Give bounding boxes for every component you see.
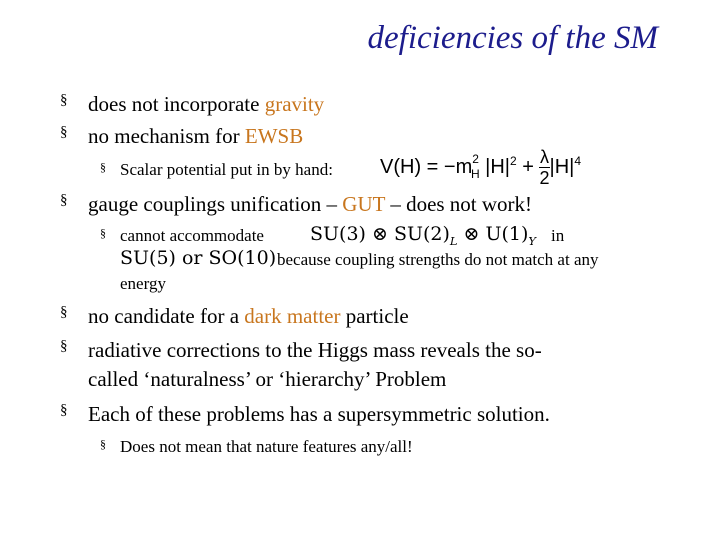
bullet-text: Each of these problems has a supersymmetric solution. (88, 402, 550, 426)
bullet-text: Does not mean that nature features any/all! (120, 437, 413, 456)
highlight-gravity: gravity (264, 92, 325, 116)
highlight-ewsb: EWSB (244, 124, 304, 148)
bullet-text: gauge couplings unification – (88, 192, 343, 216)
bullet-text: called ‘naturalness’ or ‘hierarchy’ Problem (88, 367, 447, 391)
formula-sub: H (470, 166, 480, 181)
sub-bullet-nature (100, 437, 413, 457)
bullet-marker-icon: § (60, 192, 68, 208)
bullet-ewsb (60, 124, 303, 149)
gauge-group-formula (310, 223, 536, 248)
bullet-text: no mechanism for (88, 124, 245, 148)
formula-part: |H| (549, 155, 575, 178)
text-because: because coupling strengths do not match at any (277, 250, 599, 269)
gut-groups-formula: SU(5) or SO(10) (120, 247, 277, 269)
bullet-text: does not incorporate (88, 92, 265, 116)
bullet-gut (60, 192, 532, 217)
formula-part: + (516, 155, 540, 178)
bullet-marker-icon: § (60, 402, 68, 418)
scalar-potential-formula (380, 148, 581, 187)
bullet-radiative-corrections (60, 338, 542, 363)
bullet-marker-icon: § (60, 92, 68, 108)
formula-sup: 2 (472, 152, 479, 167)
formula-part: V(H) = −m (380, 155, 473, 178)
bullet-marker-icon: § (60, 338, 68, 354)
bullet-marker-icon: § (100, 160, 106, 174)
highlight-gut: GUT (342, 192, 386, 216)
bullet-radiative-corrections-cont (60, 367, 446, 392)
bullet-marker-icon: § (60, 304, 68, 320)
text-energy: energy (120, 274, 166, 293)
formula-fraction (539, 148, 549, 187)
bullet-gravity (60, 92, 324, 117)
formula-part: |H| (479, 155, 510, 178)
bullet-marker-icon: § (100, 437, 106, 451)
fraction-numerator: λ (539, 147, 549, 167)
bullet-supersymmetric (60, 402, 550, 427)
bullet-text: Scalar potential put in by hand: (120, 160, 333, 179)
bullet-marker-icon: § (100, 226, 106, 240)
text-in: in (551, 226, 565, 245)
sub-bullet-cannot-accommodate (100, 226, 264, 246)
bullet-marker-icon: § (60, 124, 68, 140)
sub-bullet-scalar-potential (100, 160, 333, 180)
formula-sub: Y (528, 233, 536, 248)
formula-part: SU(3) ⊗ SU(2) (310, 223, 450, 245)
bullet-text: radiative corrections to the Higgs mass reveals the so- (88, 338, 542, 362)
bullet-text: – does not work! (385, 192, 533, 216)
highlight-dark-matter: dark matter (244, 304, 341, 328)
formula-sup: 2 (510, 154, 517, 169)
formula-sub: L (449, 233, 458, 248)
formula-sup: 4 (574, 154, 582, 169)
fraction-denominator: 2 (539, 168, 550, 188)
bullet-dark-matter (60, 304, 409, 329)
formula-part: ⊗ U(1) (457, 223, 529, 245)
slide-title: deficiencies of the SM (367, 20, 658, 56)
bullet-text: cannot accommodate (120, 226, 264, 245)
bullet-text: particle (340, 304, 409, 328)
bullet-text: no candidate for a (88, 304, 245, 328)
